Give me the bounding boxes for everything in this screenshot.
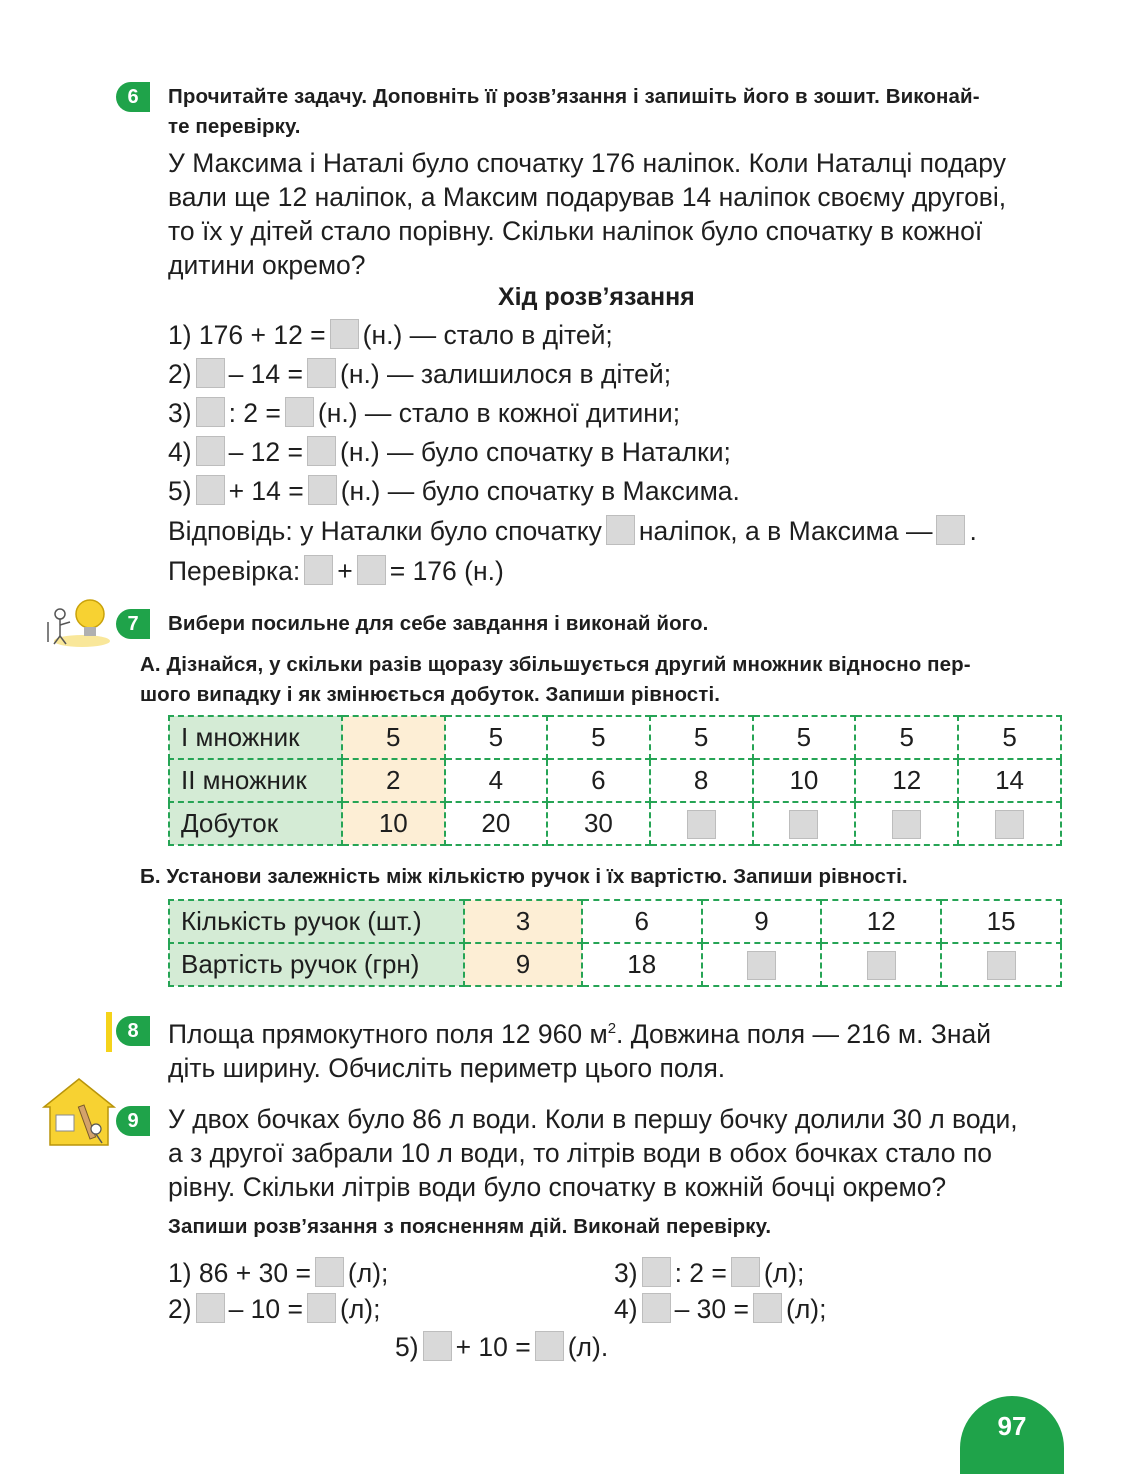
table-cell[interactable] — [753, 802, 856, 845]
answer-box[interactable] — [307, 436, 336, 466]
answer-box[interactable] — [987, 951, 1016, 980]
step-text: – 12 = — [228, 437, 303, 467]
task-7-part-b: Б. Установи залежність між кількістю ручок і їх вартістю. Запиши рівності. — [140, 865, 908, 888]
answer-box[interactable] — [606, 515, 635, 545]
table-cell: 15 — [941, 900, 1061, 943]
table-cell: 10 — [342, 802, 445, 845]
answer-box[interactable] — [892, 810, 921, 839]
answer-box[interactable] — [423, 1331, 452, 1361]
lightbulb-icon — [40, 592, 112, 650]
answer-box[interactable] — [315, 1257, 344, 1287]
step-text: 2) — [168, 1294, 192, 1324]
step-text: + 14 = — [228, 476, 304, 506]
step-text: + 10 = — [455, 1332, 531, 1362]
table-cell: 12 — [821, 900, 941, 943]
page-number: 97 — [960, 1396, 1064, 1474]
answer-box[interactable] — [196, 436, 225, 466]
task-8-text-part: діть ширину. Обчисліть периметр цього поля. — [168, 1052, 726, 1083]
row-label: Вартість ручок (грн) — [169, 943, 464, 986]
answer-box[interactable] — [196, 358, 225, 388]
table-cell: 12 — [855, 759, 958, 802]
step-text: : 2 = — [674, 1258, 727, 1288]
task-9-instruction: Запиши розв’язання з поясненням дій. Виконай перевірку. — [168, 1215, 772, 1238]
task-8-badge: 8 — [116, 1016, 150, 1046]
step-text: : 2 = — [228, 398, 281, 428]
table-row — [169, 716, 1061, 759]
table-cell: 6 — [547, 759, 650, 802]
step-4 — [168, 435, 731, 469]
table-cell: 2 — [342, 759, 445, 802]
answer-box[interactable] — [285, 397, 314, 427]
task-8-text-part: . Довжина поля — 216 м. Знай — [616, 1018, 992, 1049]
task-9-step-1 — [168, 1256, 388, 1290]
step-text: (л); — [347, 1258, 389, 1288]
step-text: – 30 = — [674, 1294, 749, 1324]
step-text: 5) — [395, 1332, 419, 1362]
table-cell: 5 — [445, 716, 548, 759]
table-cell: 30 — [547, 802, 650, 845]
answer-box[interactable] — [308, 475, 337, 505]
row-label: Кількість ручок (шт.) — [169, 900, 464, 943]
task-7-instruction: Вибери посильне для себе завдання і виконай його. — [168, 612, 709, 635]
step-text: 4) — [168, 437, 192, 467]
step-text: (н.) — було спочатку в Максима. — [340, 476, 740, 506]
table-cell[interactable] — [702, 943, 822, 986]
step-5 — [168, 474, 740, 508]
task-9-step-4 — [614, 1292, 826, 1326]
table-cell: 8 — [650, 759, 753, 802]
task-6-badge: 6 — [116, 82, 150, 112]
task-6-instruction: Прочитайте задачу. Доповніть її розв’язання і запишіть його в зошит. Виконай- те перевірку. — [168, 85, 980, 138]
answer-box[interactable] — [747, 951, 776, 980]
answer-box[interactable] — [753, 1293, 782, 1323]
step-text: (л); — [763, 1258, 805, 1288]
step-1 — [168, 318, 613, 352]
task-8-text-part: Площа прямокутного поля 12 960 м — [168, 1018, 608, 1049]
step-text: 1) 86 + 30 = — [168, 1258, 311, 1288]
answer-text: наліпок, а в Максима — — [638, 516, 933, 546]
answer-box[interactable] — [330, 319, 359, 349]
step-text: 5) — [168, 476, 192, 506]
table-cell: 4 — [445, 759, 548, 802]
step-text: 3) — [614, 1258, 638, 1288]
task-9-badge: 9 — [116, 1106, 150, 1136]
answer-text: . — [969, 516, 977, 546]
step-text: (н.) — стало в дітей; — [362, 320, 613, 350]
answer-box[interactable] — [535, 1331, 564, 1361]
step-3 — [168, 396, 680, 430]
table-cell: 9 — [702, 900, 822, 943]
check-line — [168, 554, 504, 588]
answer-box[interactable] — [357, 555, 386, 585]
answer-box[interactable] — [789, 810, 818, 839]
table-cell: 9 — [464, 943, 582, 986]
table-row — [169, 802, 1061, 845]
answer-text: Відповідь: у Наталки було спочатку — [168, 516, 602, 546]
step-text: 3) — [168, 398, 192, 428]
answer-box[interactable] — [196, 397, 225, 427]
step-text: (л); — [786, 1294, 827, 1324]
answer-box[interactable] — [307, 1293, 336, 1323]
task-8-marker — [106, 1012, 112, 1052]
table-row — [169, 900, 1061, 943]
step-text: (л); — [340, 1294, 381, 1324]
task-9-step-3 — [614, 1256, 804, 1290]
table-cell: 20 — [445, 802, 548, 845]
answer-box[interactable] — [936, 515, 965, 545]
table-a — [168, 715, 1062, 846]
table-cell[interactable] — [821, 943, 941, 986]
table-cell: 10 — [753, 759, 856, 802]
house-pencil-icon — [42, 1077, 116, 1149]
table-row — [169, 759, 1061, 802]
table-cell[interactable] — [650, 802, 753, 845]
table-cell: 3 — [464, 900, 582, 943]
step-text: (н.) — стало в кожної дитини; — [317, 398, 681, 428]
step-2 — [168, 357, 671, 391]
table-cell: 5 — [650, 716, 753, 759]
answer-box[interactable] — [642, 1257, 671, 1287]
task-8-text — [168, 1012, 1068, 1085]
step-text: 2) — [168, 359, 192, 389]
table-cell: 18 — [582, 943, 702, 986]
superscript: 2 — [607, 1020, 617, 1037]
table-cell: 5 — [547, 716, 650, 759]
answer-box[interactable] — [731, 1257, 760, 1287]
step-text: (л). — [567, 1332, 609, 1362]
answer-box[interactable] — [304, 555, 333, 585]
answer-box[interactable] — [307, 358, 336, 388]
table-cell: 14 — [958, 759, 1061, 802]
step-text: (н.) — було спочатку в Наталки; — [340, 437, 731, 467]
table-cell: 5 — [342, 716, 445, 759]
task-6-problem: У Максима і Наталі було спочатку 176 наліпок. Коли Наталці подару вали ще 12 наліпок, а Максим подарував 14 наліпок своєму другові, то їх у дітей стало порівну. Скільки наліпок було спочатку в кожної дитини окремо? — [168, 148, 1007, 280]
answer-line — [168, 514, 977, 548]
row-label: ІІ множник — [169, 759, 342, 802]
answer-box[interactable] — [867, 951, 896, 980]
step-text: 1) 176 + 12 = — [168, 320, 326, 350]
step-text: (н.) — залишилося в дітей; — [340, 359, 672, 389]
task-9-step-5 — [395, 1330, 608, 1364]
answer-box[interactable] — [196, 475, 225, 505]
task-9-problem: У двох бочках було 86 л води. Коли в першу бочку долили 30 л води, а з другої забрали 10 л води, то літрів води в обох бочках стало по рівну. Скільки літрів води було спочатку в кожній бочці окремо? — [168, 1104, 1018, 1202]
table-cell[interactable] — [958, 802, 1061, 845]
table-cell[interactable] — [941, 943, 1061, 986]
task-9-step-2 — [168, 1292, 380, 1326]
table-cell: 5 — [753, 716, 856, 759]
table-cell: 6 — [582, 900, 702, 943]
check-text: = 176 (н.) — [389, 556, 504, 586]
table-cell: 5 — [855, 716, 958, 759]
table-cell: 5 — [958, 716, 1061, 759]
table-row — [169, 943, 1061, 986]
answer-box[interactable] — [642, 1293, 671, 1323]
task-7-badge: 7 — [116, 609, 150, 639]
row-label: І множник — [169, 716, 342, 759]
answer-box[interactable] — [995, 810, 1024, 839]
answer-box[interactable] — [687, 810, 716, 839]
row-label: Добуток — [169, 802, 342, 845]
answer-box[interactable] — [196, 1293, 225, 1323]
check-text: + — [337, 556, 353, 586]
task-7-part-a: А. Дізнайся, у скільки разів щоразу збільшується другий множник відносно пер- шого випадку і як змінюється добуток. Запиши рівності. — [140, 653, 971, 706]
step-text: – 14 = — [228, 359, 303, 389]
table-b — [168, 899, 1062, 987]
step-text: – 10 = — [228, 1294, 303, 1324]
check-text: Перевірка: — [168, 556, 301, 586]
table-cell[interactable] — [855, 802, 958, 845]
step-text: 4) — [614, 1294, 638, 1324]
solution-heading: Хід розв’язання — [498, 283, 695, 311]
